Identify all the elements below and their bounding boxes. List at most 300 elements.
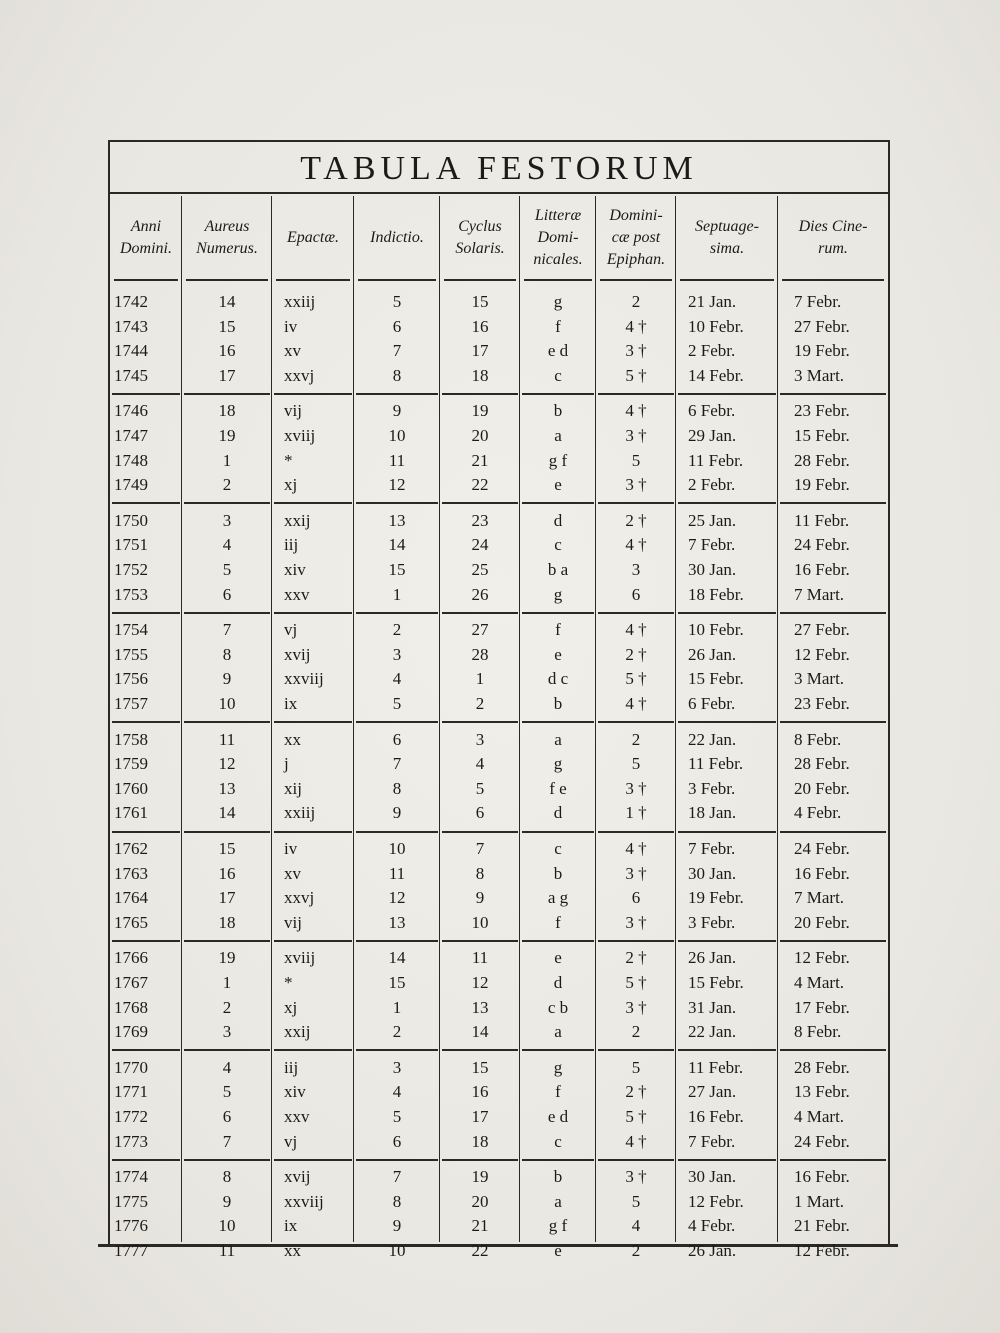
cell-litterae-dominicales: c xyxy=(554,839,562,858)
cell-septuagesima: 6 Febr. xyxy=(688,401,736,421)
cell-indictio: 1 xyxy=(392,584,402,604)
cell-dies-cinerum: 8 Febr. xyxy=(794,729,842,749)
cell-septuagesima: 7 Febr. xyxy=(688,839,736,858)
group-rule xyxy=(598,1159,674,1161)
cell-dies-cinerum: 28 Febr. xyxy=(794,754,850,774)
group-rule xyxy=(184,940,270,942)
cell-dominicae-post-epiphan: 5 † xyxy=(625,365,647,385)
cell-aureus-numerus: 19 xyxy=(218,426,236,445)
cell-cyclus-solaris: 23 xyxy=(471,510,489,530)
cell-epactae: xiv xyxy=(284,1082,306,1102)
cell-epactae: ix xyxy=(284,694,298,713)
cell-dominicae-post-epiphan: 6 xyxy=(631,888,641,908)
cell-epactae: xx xyxy=(284,1241,301,1260)
group-rule xyxy=(112,502,180,504)
cell-aureus-numerus: 8 xyxy=(222,644,232,664)
cell-septuagesima: 19 Febr. xyxy=(688,888,744,908)
cell-dies-cinerum: 3 Mart. xyxy=(794,669,845,689)
cell-aureus-numerus: 16 xyxy=(218,341,236,361)
cell-septuagesima: 2 Febr. xyxy=(688,475,736,495)
cell-dies-cinerum: 28 Febr. xyxy=(794,1057,850,1077)
cell-indictio: 13 xyxy=(388,510,406,530)
cell-septuagesima: 10 Febr. xyxy=(688,620,744,640)
cell-cyclus-solaris: 17 xyxy=(471,1107,489,1126)
cell-aureus-numerus: 3 xyxy=(222,1022,232,1042)
cell-cyclus-solaris: 14 xyxy=(471,1022,489,1042)
group-rule xyxy=(112,1159,180,1161)
group-rule xyxy=(522,831,594,833)
cell-epactae: * xyxy=(284,973,293,992)
cell-dominicae-post-epiphan: 3 † xyxy=(625,863,647,883)
cell-cyclus-solaris: 20 xyxy=(471,426,489,445)
cell-indictio: 9 xyxy=(392,1216,402,1236)
cell-aureus-numerus: 15 xyxy=(218,839,236,858)
group-rule xyxy=(678,1159,776,1161)
cell-cyclus-solaris: 11 xyxy=(471,948,489,968)
cell-anni-domini: 1777 xyxy=(114,1241,148,1260)
cell-litterae-dominicales: g xyxy=(553,754,563,774)
cell-indictio: 11 xyxy=(388,863,406,883)
cell-epactae: xxij xyxy=(284,510,311,530)
group-rule xyxy=(678,831,776,833)
cell-aureus-numerus: 13 xyxy=(218,778,236,798)
cell-litterae-dominicales: b a xyxy=(547,560,569,579)
cell-anni-domini: 1749 xyxy=(114,475,148,495)
cell-epactae: ix xyxy=(284,1216,298,1236)
cell-cyclus-solaris: 19 xyxy=(471,1167,489,1187)
cell-aureus-numerus: 12 xyxy=(218,754,236,774)
group-rule xyxy=(522,393,594,395)
cell-anni-domini: 1765 xyxy=(114,912,148,932)
cell-anni-domini: 1747 xyxy=(114,426,148,445)
group-rule xyxy=(522,940,594,942)
cell-septuagesima: 29 Jan. xyxy=(688,426,737,445)
cell-septuagesima: 18 Febr. xyxy=(688,584,744,604)
cell-septuagesima: 22 Jan. xyxy=(688,729,737,749)
cell-epactae: iij xyxy=(284,535,299,555)
group-rule xyxy=(274,831,352,833)
group-rule xyxy=(274,393,352,395)
cell-epactae: * xyxy=(284,450,293,470)
cell-indictio: 5 xyxy=(392,694,402,713)
cell-anni-domini: 1769 xyxy=(114,1022,148,1042)
cell-cyclus-solaris: 5 xyxy=(475,778,485,798)
cell-litterae-dominicales: b xyxy=(553,694,563,713)
cell-anni-domini: 1754 xyxy=(114,620,148,640)
cell-anni-domini: 1770 xyxy=(114,1057,148,1077)
column-header-indictio: Indictio. xyxy=(370,229,424,246)
cell-septuagesima: 15 Febr. xyxy=(688,973,744,992)
cell-dies-cinerum: 24 Febr. xyxy=(794,839,850,858)
cell-septuagesima: 7 Febr. xyxy=(688,535,736,555)
cell-cyclus-solaris: 1 xyxy=(475,669,485,689)
cell-litterae-dominicales: c b xyxy=(547,997,569,1017)
cell-dies-cinerum: 16 Febr. xyxy=(794,863,850,883)
cell-litterae-dominicales: e xyxy=(554,1241,562,1260)
cell-litterae-dominicales: e xyxy=(554,475,562,495)
cell-aureus-numerus: 15 xyxy=(218,316,236,336)
cell-dominicae-post-epiphan: 4 † xyxy=(625,535,647,555)
header-rule xyxy=(186,279,268,281)
cell-dies-cinerum: 16 Febr. xyxy=(794,560,850,579)
cell-epactae: vj xyxy=(284,620,298,640)
cell-anni-domini: 1753 xyxy=(114,584,148,604)
cell-indictio: 10 xyxy=(388,426,406,445)
cell-aureus-numerus: 19 xyxy=(218,948,236,968)
cell-aureus-numerus: 10 xyxy=(218,694,236,713)
cell-litterae-dominicales: c xyxy=(554,1131,562,1151)
cell-dominicae-post-epiphan: 4 xyxy=(631,1216,641,1236)
cell-dies-cinerum: 4 Mart. xyxy=(794,973,845,992)
cell-cyclus-solaris: 24 xyxy=(471,535,489,555)
cell-anni-domini: 1774 xyxy=(114,1167,148,1187)
cell-epactae: xj xyxy=(284,997,298,1017)
cell-dominicae-post-epiphan: 3 † xyxy=(625,912,647,932)
cell-litterae-dominicales: d c xyxy=(547,669,569,689)
cell-aureus-numerus: 4 xyxy=(222,535,232,555)
cell-aureus-numerus: 11 xyxy=(218,1241,236,1260)
group-rule xyxy=(274,1049,352,1051)
header-rule xyxy=(358,279,436,281)
cell-septuagesima: 11 Febr. xyxy=(688,754,744,774)
group-rule xyxy=(274,1159,352,1161)
cell-litterae-dominicales: g f xyxy=(548,1216,568,1236)
group-rule xyxy=(274,721,352,723)
cell-aureus-numerus: 14 xyxy=(218,292,236,311)
cell-indictio: 5 xyxy=(392,1107,402,1126)
cell-septuagesima: 31 Jan. xyxy=(688,997,737,1017)
group-rule xyxy=(356,393,438,395)
cell-litterae-dominicales: e xyxy=(554,644,562,664)
cell-cyclus-solaris: 28 xyxy=(471,644,489,664)
cell-cyclus-solaris: 20 xyxy=(471,1191,489,1211)
cell-cyclus-solaris: 10 xyxy=(471,912,489,932)
group-rule xyxy=(274,502,352,504)
cell-aureus-numerus: 11 xyxy=(218,729,236,749)
cell-anni-domini: 1772 xyxy=(114,1107,148,1126)
cell-septuagesima: 21 Jan. xyxy=(688,292,737,311)
cell-indictio: 4 xyxy=(392,1082,402,1102)
cell-anni-domini: 1756 xyxy=(114,669,148,689)
cell-cyclus-solaris: 15 xyxy=(471,1057,489,1077)
cell-septuagesima: 2 Febr. xyxy=(688,341,736,361)
cell-indictio: 10 xyxy=(388,839,406,858)
cell-dies-cinerum: 19 Febr. xyxy=(794,341,850,361)
cell-dies-cinerum: 20 Febr. xyxy=(794,912,850,932)
cell-anni-domini: 1773 xyxy=(114,1131,148,1151)
cell-litterae-dominicales: d xyxy=(553,973,563,992)
group-rule xyxy=(678,502,776,504)
cell-dies-cinerum: 19 Febr. xyxy=(794,475,850,495)
group-rule xyxy=(356,940,438,942)
cell-dominicae-post-epiphan: 3 † xyxy=(625,997,647,1017)
cell-cyclus-solaris: 2 xyxy=(475,694,485,713)
cell-epactae: xxviij xyxy=(284,669,324,689)
cell-cyclus-solaris: 17 xyxy=(471,341,489,361)
group-rule xyxy=(112,1049,180,1051)
cell-litterae-dominicales: c xyxy=(554,365,562,385)
cell-dies-cinerum: 16 Febr. xyxy=(794,1167,850,1187)
cell-cyclus-solaris: 3 xyxy=(475,729,485,749)
cell-cyclus-solaris: 16 xyxy=(471,316,489,336)
cell-indictio: 2 xyxy=(392,620,402,640)
cell-septuagesima: 11 Febr. xyxy=(688,1057,744,1077)
cell-dominicae-post-epiphan: 3 † xyxy=(625,475,647,495)
cell-epactae: xx xyxy=(284,729,301,749)
cell-dominicae-post-epiphan: 3 † xyxy=(625,341,647,361)
column-header-aureus-numerus: Aureus Numerus. xyxy=(196,218,258,257)
cell-litterae-dominicales: a xyxy=(554,1191,562,1211)
group-rule xyxy=(356,1159,438,1161)
cell-cyclus-solaris: 19 xyxy=(471,401,489,421)
cell-epactae: xvij xyxy=(284,644,311,664)
cell-dies-cinerum: 1 Mart. xyxy=(794,1191,845,1211)
cell-epactae: xxiij xyxy=(284,292,316,311)
cell-epactae: vij xyxy=(284,401,302,421)
cell-dominicae-post-epiphan: 3 † xyxy=(625,1167,647,1187)
group-rule xyxy=(598,393,674,395)
cell-dominicae-post-epiphan: 5 xyxy=(631,754,641,774)
group-rule xyxy=(780,393,886,395)
cell-septuagesima: 26 Jan. xyxy=(688,644,737,664)
group-rule xyxy=(356,502,438,504)
group-rule xyxy=(356,1049,438,1051)
cell-dominicae-post-epiphan: 5 xyxy=(631,450,641,470)
cell-anni-domini: 1743 xyxy=(114,316,148,336)
cell-cyclus-solaris: 22 xyxy=(471,475,489,495)
column-header-cyclus-solaris: Cyclus Solaris. xyxy=(455,218,505,257)
cell-epactae: xxiij xyxy=(284,803,316,823)
cell-litterae-dominicales: g xyxy=(553,292,563,311)
cell-septuagesima: 26 Jan. xyxy=(688,948,737,968)
group-rule xyxy=(780,612,886,614)
group-rule xyxy=(442,393,518,395)
cell-cyclus-solaris: 27 xyxy=(471,620,489,640)
cell-cyclus-solaris: 26 xyxy=(471,584,489,604)
cell-anni-domini: 1746 xyxy=(114,401,148,421)
cell-dies-cinerum: 23 Febr. xyxy=(794,401,850,421)
cell-litterae-dominicales: f e xyxy=(549,778,567,798)
header-rule xyxy=(600,279,672,281)
cell-anni-domini: 1762 xyxy=(114,839,148,858)
group-rule xyxy=(598,612,674,614)
group-rule xyxy=(112,831,180,833)
cell-cyclus-solaris: 15 xyxy=(471,292,489,311)
cell-septuagesima: 3 Febr. xyxy=(688,778,736,798)
cell-dies-cinerum: 24 Febr. xyxy=(794,535,850,555)
group-rule xyxy=(442,831,518,833)
group-rule xyxy=(522,1159,594,1161)
cell-epactae: xvij xyxy=(284,1167,311,1187)
cell-cyclus-solaris: 22 xyxy=(471,1241,489,1260)
cell-epactae: xviij xyxy=(284,426,316,445)
header-rule xyxy=(276,279,350,281)
cell-indictio: 8 xyxy=(392,365,402,385)
cell-anni-domini: 1751 xyxy=(114,535,148,555)
cell-cyclus-solaris: 8 xyxy=(475,863,485,883)
cell-anni-domini: 1758 xyxy=(114,729,148,749)
cell-dominicae-post-epiphan: 6 xyxy=(631,584,641,604)
cell-cyclus-solaris: 18 xyxy=(471,1131,489,1151)
cell-anni-domini: 1771 xyxy=(114,1082,148,1102)
cell-litterae-dominicales: f xyxy=(555,316,561,336)
cell-indictio: 15 xyxy=(388,560,406,579)
cell-dies-cinerum: 21 Febr. xyxy=(794,1216,850,1236)
cell-indictio: 13 xyxy=(388,912,406,932)
cell-litterae-dominicales: b xyxy=(553,1167,563,1187)
cell-epactae: j xyxy=(284,754,289,774)
group-rule xyxy=(678,721,776,723)
cell-dominicae-post-epiphan: 2 † xyxy=(625,510,647,530)
cell-dominicae-post-epiphan: 5 † xyxy=(625,973,647,992)
cell-anni-domini: 1748 xyxy=(114,450,148,470)
cell-cyclus-solaris: 12 xyxy=(471,973,489,992)
cell-dominicae-post-epiphan: 3 † xyxy=(625,778,647,798)
cell-indictio: 3 xyxy=(392,644,402,664)
cell-aureus-numerus: 17 xyxy=(218,888,236,908)
cell-indictio: 12 xyxy=(388,888,406,908)
cell-litterae-dominicales: a xyxy=(554,426,562,445)
cell-aureus-numerus: 1 xyxy=(222,973,232,992)
cell-dies-cinerum: 20 Febr. xyxy=(794,778,850,798)
group-rule xyxy=(780,721,886,723)
cell-epactae: xviij xyxy=(284,948,316,968)
cell-anni-domini: 1752 xyxy=(114,560,148,579)
cell-anni-domini: 1775 xyxy=(114,1191,148,1211)
cell-indictio: 7 xyxy=(392,1167,402,1187)
cell-dies-cinerum: 4 Febr. xyxy=(794,803,842,823)
cell-indictio: 11 xyxy=(388,450,406,470)
cell-dies-cinerum: 7 Febr. xyxy=(794,292,842,311)
cell-dominicae-post-epiphan: 4 † xyxy=(625,401,647,421)
group-rule xyxy=(442,721,518,723)
group-rule xyxy=(112,612,180,614)
cell-septuagesima: 12 Febr. xyxy=(688,1191,744,1211)
group-rule xyxy=(274,612,352,614)
group-rule xyxy=(184,1049,270,1051)
group-rule xyxy=(184,612,270,614)
cell-dominicae-post-epiphan: 2 xyxy=(631,292,641,311)
cell-septuagesima: 26 Jan. xyxy=(688,1241,737,1260)
cell-indictio: 14 xyxy=(388,948,406,968)
cell-anni-domini: 1742 xyxy=(114,292,148,311)
group-rule xyxy=(598,1049,674,1051)
group-rule xyxy=(678,393,776,395)
cell-cyclus-solaris: 16 xyxy=(471,1082,489,1102)
cell-septuagesima: 11 Febr. xyxy=(688,450,744,470)
cell-anni-domini: 1766 xyxy=(114,948,148,968)
cell-septuagesima: 27 Jan. xyxy=(688,1082,737,1102)
cell-epactae: iv xyxy=(284,839,298,858)
cell-indictio: 10 xyxy=(388,1241,406,1260)
cell-septuagesima: 18 Jan. xyxy=(688,803,737,823)
cell-indictio: 7 xyxy=(392,754,402,774)
cell-septuagesima: 10 Febr. xyxy=(688,316,744,336)
cell-indictio: 9 xyxy=(392,401,402,421)
cell-indictio: 1 xyxy=(392,997,402,1017)
cell-litterae-dominicales: a xyxy=(554,729,562,749)
cell-dominicae-post-epiphan: 2 xyxy=(631,1022,641,1042)
group-rule xyxy=(184,1159,270,1161)
cell-indictio: 12 xyxy=(388,475,406,495)
cell-aureus-numerus: 14 xyxy=(218,803,236,823)
cell-dominicae-post-epiphan: 2 xyxy=(631,1241,641,1260)
cell-litterae-dominicales: e d xyxy=(547,1107,569,1126)
cell-dies-cinerum: 7 Mart. xyxy=(794,888,845,908)
cell-dominicae-post-epiphan: 3 xyxy=(631,560,641,579)
cell-septuagesima: 22 Jan. xyxy=(688,1022,737,1042)
cell-dies-cinerum: 15 Febr. xyxy=(794,426,850,445)
cell-dies-cinerum: 12 Febr. xyxy=(794,1241,850,1260)
cell-indictio: 6 xyxy=(392,316,402,336)
header-rule xyxy=(524,279,592,281)
cell-litterae-dominicales: a g xyxy=(547,888,569,908)
cell-dies-cinerum: 23 Febr. xyxy=(794,694,850,713)
cell-aureus-numerus: 10 xyxy=(218,1216,236,1236)
cell-litterae-dominicales: g xyxy=(553,1057,563,1077)
group-rule xyxy=(780,1159,886,1161)
cell-anni-domini: 1744 xyxy=(114,341,148,361)
cell-anni-domini: 1759 xyxy=(114,754,148,774)
cell-cyclus-solaris: 9 xyxy=(475,888,485,908)
cell-indictio: 15 xyxy=(388,973,406,992)
group-rule xyxy=(184,831,270,833)
column-header-epactae: Epactæ. xyxy=(287,229,339,246)
cell-dominicae-post-epiphan: 2 † xyxy=(625,644,647,664)
cell-cyclus-solaris: 13 xyxy=(471,997,489,1017)
cell-litterae-dominicales: b xyxy=(553,863,563,883)
cell-septuagesima: 30 Jan. xyxy=(688,863,737,883)
cell-aureus-numerus: 7 xyxy=(222,1131,232,1151)
cell-aureus-numerus: 5 xyxy=(222,1082,232,1102)
cell-anni-domini: 1768 xyxy=(114,997,148,1017)
group-rule xyxy=(442,1159,518,1161)
group-rule xyxy=(356,831,438,833)
cell-cyclus-solaris: 4 xyxy=(475,754,485,774)
cell-dies-cinerum: 8 Febr. xyxy=(794,1022,842,1042)
cell-anni-domini: 1763 xyxy=(114,863,148,883)
cell-dominicae-post-epiphan: 2 † xyxy=(625,948,647,968)
cell-epactae: xv xyxy=(284,863,301,883)
cell-epactae: vij xyxy=(284,912,302,932)
cell-indictio: 4 xyxy=(392,669,402,689)
header-rule xyxy=(680,279,774,281)
cell-dominicae-post-epiphan: 4 † xyxy=(625,694,647,713)
column-header-dies-cinerum: Dies Cine- rum. xyxy=(798,218,868,257)
group-rule xyxy=(112,393,180,395)
cell-litterae-dominicales: f xyxy=(555,620,561,640)
cell-dies-cinerum: 17 Febr. xyxy=(794,997,850,1017)
cell-septuagesima: 6 Febr. xyxy=(688,694,736,713)
column-header-anni-domini: Anni Domini. xyxy=(120,218,172,257)
group-rule xyxy=(522,612,594,614)
cell-septuagesima: 7 Febr. xyxy=(688,1131,736,1151)
cell-dies-cinerum: 12 Febr. xyxy=(794,644,850,664)
cell-indictio: 3 xyxy=(392,1057,402,1077)
cell-dies-cinerum: 24 Febr. xyxy=(794,1131,850,1151)
group-rule xyxy=(598,940,674,942)
group-rule xyxy=(184,393,270,395)
cell-epactae: xxij xyxy=(284,1022,311,1042)
cell-litterae-dominicales: d xyxy=(553,803,563,823)
cell-dies-cinerum: 13 Febr. xyxy=(794,1082,850,1102)
cell-aureus-numerus: 2 xyxy=(222,475,232,495)
cell-epactae: iv xyxy=(284,316,298,336)
group-rule xyxy=(184,721,270,723)
cell-dies-cinerum: 7 Mart. xyxy=(794,584,845,604)
cell-anni-domini: 1745 xyxy=(114,365,148,385)
cell-aureus-numerus: 3 xyxy=(222,510,232,530)
